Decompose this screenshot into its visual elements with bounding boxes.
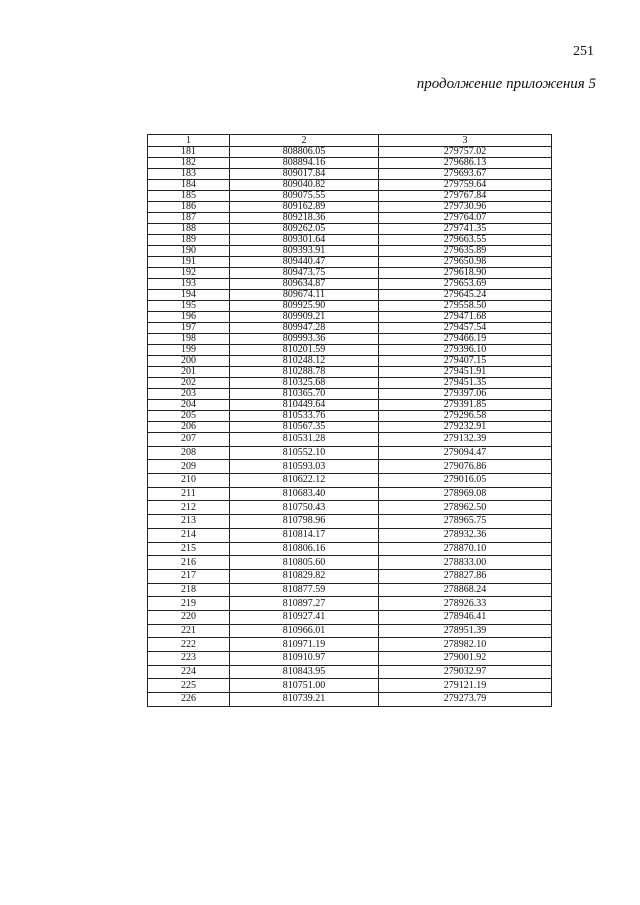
table-row: [148, 389, 552, 400]
table-row: [148, 191, 552, 202]
table-row: [148, 169, 552, 180]
y-coordinate-cell: 279451.35: [379, 378, 552, 389]
x-coordinate-cell: 810843.95: [230, 665, 379, 679]
table-body: [148, 147, 552, 707]
y-coordinate-cell: 279764.07: [379, 213, 552, 224]
x-coordinate-cell: 810593.03: [230, 460, 379, 474]
x-coordinate-cell: 808806.05: [230, 147, 379, 158]
x-coordinate-cell: 810910.97: [230, 652, 379, 666]
y-coordinate-cell: 279767.84: [379, 191, 552, 202]
x-coordinate-cell: 810806.16: [230, 542, 379, 556]
table-row: [148, 257, 552, 268]
point-number-cell: 209: [148, 460, 230, 474]
y-coordinate-cell: 279653.69: [379, 279, 552, 290]
table-row: [148, 202, 552, 213]
table-row: [148, 665, 552, 679]
table-row: [148, 378, 552, 389]
x-coordinate-cell: 810897.27: [230, 597, 379, 611]
table-row: [148, 246, 552, 257]
table-row: [148, 528, 552, 542]
table-row: [148, 556, 552, 570]
table-row: [148, 460, 552, 474]
point-number-cell: 226: [148, 693, 230, 707]
table-row: [148, 679, 552, 693]
point-number-cell: 182: [148, 158, 230, 169]
table-row: [148, 235, 552, 246]
x-coordinate-cell: 810449.64: [230, 400, 379, 411]
x-coordinate-cell: 810829.82: [230, 569, 379, 583]
y-coordinate-cell: 279645.24: [379, 290, 552, 301]
y-coordinate-cell: 279273.79: [379, 693, 552, 707]
point-number-cell: 219: [148, 597, 230, 611]
point-number-cell: 207: [148, 433, 230, 447]
y-coordinate-cell: 279232.91: [379, 422, 552, 433]
x-coordinate-cell: 809262.05: [230, 224, 379, 235]
point-number-cell: 200: [148, 356, 230, 367]
x-coordinate-cell: 810927.41: [230, 610, 379, 624]
point-number-cell: 201: [148, 367, 230, 378]
y-coordinate-cell: 279076.86: [379, 460, 552, 474]
point-number-cell: 184: [148, 180, 230, 191]
x-coordinate-cell: 810750.43: [230, 501, 379, 515]
table-row: [148, 501, 552, 515]
y-coordinate-cell: 279741.35: [379, 224, 552, 235]
y-coordinate-cell: 279407.15: [379, 356, 552, 367]
table-row: [148, 400, 552, 411]
table-row: [148, 345, 552, 356]
point-number-cell: 193: [148, 279, 230, 290]
x-coordinate-cell: 810805.60: [230, 556, 379, 570]
x-coordinate-cell: 810798.96: [230, 515, 379, 529]
point-number-cell: 211: [148, 487, 230, 501]
y-coordinate-cell: 279693.67: [379, 169, 552, 180]
x-coordinate-cell: 809075.55: [230, 191, 379, 202]
y-coordinate-cell: 278868.24: [379, 583, 552, 597]
table-row: [148, 624, 552, 638]
y-coordinate-cell: 278827.86: [379, 569, 552, 583]
point-number-cell: 192: [148, 268, 230, 279]
y-coordinate-cell: 278833.00: [379, 556, 552, 570]
x-coordinate-cell: 810751.00: [230, 679, 379, 693]
table-header-row: [148, 135, 552, 147]
x-coordinate-cell: 809674.11: [230, 290, 379, 301]
y-coordinate-cell: 279391.85: [379, 400, 552, 411]
point-number-cell: 214: [148, 528, 230, 542]
x-coordinate-cell: 810966.01: [230, 624, 379, 638]
table-row: [148, 147, 552, 158]
x-coordinate-cell: 810201.59: [230, 345, 379, 356]
y-coordinate-cell: 279635.89: [379, 246, 552, 257]
table-row: [148, 213, 552, 224]
x-coordinate-cell: 810288.78: [230, 367, 379, 378]
point-number-cell: 204: [148, 400, 230, 411]
column-header-x: 2: [230, 135, 379, 147]
x-coordinate-cell: 808894.16: [230, 158, 379, 169]
point-number-cell: 205: [148, 411, 230, 422]
x-coordinate-cell: 810533.76: [230, 411, 379, 422]
y-coordinate-cell: 279397.06: [379, 389, 552, 400]
point-number-cell: 206: [148, 422, 230, 433]
point-number-cell: 220: [148, 610, 230, 624]
x-coordinate-cell: 810248.12: [230, 356, 379, 367]
table-row: [148, 158, 552, 169]
x-coordinate-cell: 810622.12: [230, 474, 379, 488]
x-coordinate-cell: 810552.10: [230, 446, 379, 460]
point-number-cell: 202: [148, 378, 230, 389]
table-row: [148, 268, 552, 279]
table-row: [148, 356, 552, 367]
x-coordinate-cell: 809393.91: [230, 246, 379, 257]
point-number-cell: 196: [148, 312, 230, 323]
x-coordinate-cell: 809925.90: [230, 301, 379, 312]
y-coordinate-cell: 278962.50: [379, 501, 552, 515]
y-coordinate-cell: 279686.13: [379, 158, 552, 169]
x-coordinate-cell: 810325.68: [230, 378, 379, 389]
x-coordinate-cell: 810739.21: [230, 693, 379, 707]
y-coordinate-cell: 278965.75: [379, 515, 552, 529]
y-coordinate-cell: 279457.54: [379, 323, 552, 334]
x-coordinate-cell: 809634.87: [230, 279, 379, 290]
point-number-cell: 190: [148, 246, 230, 257]
point-number-cell: 215: [148, 542, 230, 556]
coordinates-table: [147, 134, 552, 707]
x-coordinate-cell: 810877.59: [230, 583, 379, 597]
table-row: [148, 411, 552, 422]
x-coordinate-cell: 809017.84: [230, 169, 379, 180]
table-row: [148, 487, 552, 501]
y-coordinate-cell: 279618.90: [379, 268, 552, 279]
point-number-cell: 181: [148, 147, 230, 158]
x-coordinate-cell: 810971.19: [230, 638, 379, 652]
point-number-cell: 225: [148, 679, 230, 693]
y-coordinate-cell: 279730.96: [379, 202, 552, 213]
table-row: [148, 224, 552, 235]
point-number-cell: 186: [148, 202, 230, 213]
y-coordinate-cell: 279132.39: [379, 433, 552, 447]
y-coordinate-cell: 279663.55: [379, 235, 552, 246]
x-coordinate-cell: 809040.82: [230, 180, 379, 191]
point-number-cell: 198: [148, 334, 230, 345]
point-number-cell: 210: [148, 474, 230, 488]
point-number-cell: 197: [148, 323, 230, 334]
point-number-cell: 194: [148, 290, 230, 301]
table-row: [148, 693, 552, 707]
table-row: [148, 610, 552, 624]
y-coordinate-cell: 279558.50: [379, 301, 552, 312]
y-coordinate-cell: 278946.41: [379, 610, 552, 624]
point-number-cell: 208: [148, 446, 230, 460]
y-coordinate-cell: 278926.33: [379, 597, 552, 611]
y-coordinate-cell: 279451.91: [379, 367, 552, 378]
x-coordinate-cell: 809162.89: [230, 202, 379, 213]
point-number-cell: 188: [148, 224, 230, 235]
point-number-cell: 212: [148, 501, 230, 515]
x-coordinate-cell: 809993.36: [230, 334, 379, 345]
y-coordinate-cell: 279016.05: [379, 474, 552, 488]
x-coordinate-cell: 810365.70: [230, 389, 379, 400]
table-row: [148, 312, 552, 323]
table-row: [148, 652, 552, 666]
y-coordinate-cell: 279471.68: [379, 312, 552, 323]
table-row: [148, 446, 552, 460]
x-coordinate-cell: 809218.36: [230, 213, 379, 224]
point-number-cell: 222: [148, 638, 230, 652]
x-coordinate-cell: 809301.64: [230, 235, 379, 246]
x-coordinate-cell: 810567.35: [230, 422, 379, 433]
x-coordinate-cell: 809440.47: [230, 257, 379, 268]
x-coordinate-cell: 810683.40: [230, 487, 379, 501]
y-coordinate-cell: 279032.97: [379, 665, 552, 679]
y-coordinate-cell: 278969.08: [379, 487, 552, 501]
y-coordinate-cell: 279296.58: [379, 411, 552, 422]
table-row: [148, 474, 552, 488]
table-row: [148, 515, 552, 529]
x-coordinate-cell: 810814.17: [230, 528, 379, 542]
y-coordinate-cell: 278982.10: [379, 638, 552, 652]
table-row: [148, 180, 552, 191]
point-number-cell: 203: [148, 389, 230, 400]
table-row: [148, 433, 552, 447]
table-row: [148, 583, 552, 597]
point-number-cell: 218: [148, 583, 230, 597]
y-coordinate-cell: 279121.19: [379, 679, 552, 693]
table-row: [148, 569, 552, 583]
table-row: [148, 301, 552, 312]
table-row: [148, 422, 552, 433]
y-coordinate-cell: 279396.10: [379, 345, 552, 356]
point-number-cell: 217: [148, 569, 230, 583]
y-coordinate-cell: 279466.19: [379, 334, 552, 345]
table-row: [148, 542, 552, 556]
y-coordinate-cell: 278951.39: [379, 624, 552, 638]
point-number-cell: 189: [148, 235, 230, 246]
y-coordinate-cell: 279759.64: [379, 180, 552, 191]
point-number-cell: 213: [148, 515, 230, 529]
table-row: [148, 367, 552, 378]
table-row: [148, 279, 552, 290]
x-coordinate-cell: 809473.75: [230, 268, 379, 279]
point-number-cell: 223: [148, 652, 230, 666]
y-coordinate-cell: 279757.02: [379, 147, 552, 158]
x-coordinate-cell: 809909.21: [230, 312, 379, 323]
table-row: [148, 323, 552, 334]
table-row: [148, 638, 552, 652]
point-number-cell: 183: [148, 169, 230, 180]
table-row: [148, 597, 552, 611]
point-number-cell: 191: [148, 257, 230, 268]
x-coordinate-cell: 809947.28: [230, 323, 379, 334]
y-coordinate-cell: 279001.92: [379, 652, 552, 666]
column-header-y: 3: [379, 135, 552, 147]
point-number-cell: 216: [148, 556, 230, 570]
table-row: [148, 290, 552, 301]
point-number-cell: 185: [148, 191, 230, 202]
y-coordinate-cell: 279650.98: [379, 257, 552, 268]
x-coordinate-cell: 810531.28: [230, 433, 379, 447]
point-number-cell: 187: [148, 213, 230, 224]
point-number-cell: 195: [148, 301, 230, 312]
point-number-cell: 221: [148, 624, 230, 638]
y-coordinate-cell: 278932.36: [379, 528, 552, 542]
page-subtitle: продолжение приложения 5: [416, 76, 596, 92]
column-header-number: 1: [148, 135, 230, 147]
point-number-cell: 199: [148, 345, 230, 356]
page-number: 251: [573, 44, 594, 59]
table-row: [148, 334, 552, 345]
y-coordinate-cell: 279094.47: [379, 446, 552, 460]
y-coordinate-cell: 278870.10: [379, 542, 552, 556]
point-number-cell: 224: [148, 665, 230, 679]
